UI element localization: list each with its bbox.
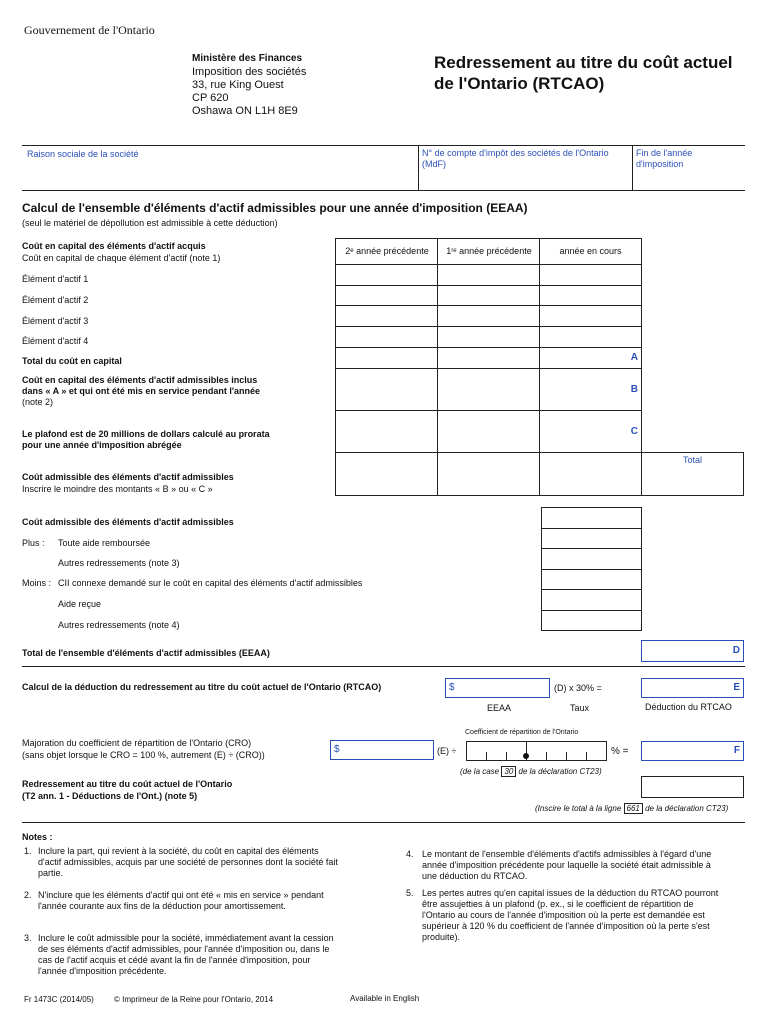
from-box-pre: (de la case (460, 767, 500, 776)
cost-subheader: Coût en capital de chaque élément d'actif (note 1) (22, 253, 221, 263)
cap-label: Le plafond est de 20 millions de dollars calculé au prorata pour une année d'imposition abrégée (22, 429, 270, 450)
col-header-2nd-prev: 2e année précédente (345, 246, 429, 256)
eeaa-caption: EEAA (487, 703, 512, 713)
plus-item: Autres redressements (note 3) (58, 558, 180, 568)
line-note-pre: (Inscire le total à la ligne (535, 804, 622, 813)
admissible-2nd-prev[interactable] (335, 452, 439, 496)
eligible-1st-prev[interactable] (437, 368, 541, 411)
ministry-address (192, 66, 306, 118)
aid-received-input[interactable] (541, 589, 642, 611)
pct-eq: % = (611, 746, 629, 757)
asset-3-1st-prev[interactable] (437, 305, 541, 327)
asset-3-2nd-prev[interactable] (335, 305, 439, 327)
plus-item: Toute aide remboursée (58, 538, 151, 548)
note-text: N'inclure que les éléments d'actif qui ont été « mis en service » pendant l'année courante aux fins de la déduction pour amortissement. (38, 890, 324, 911)
eligible-cost-label (22, 375, 262, 408)
year-end-field[interactable]: Fin de l'année d'imposition (636, 148, 693, 169)
eligible-cost-text: Coût en capital des éléments d'actif admissibles inclus dans « A » et qui ont été mis en service pendant l'année (22, 375, 261, 396)
corp-name-field[interactable]: Raison sociale de la société (27, 149, 139, 159)
asset-2-1st-prev[interactable] (437, 285, 541, 306)
plus-label: Plus : (22, 538, 45, 548)
asset-label: Élément d'actif 1 (22, 274, 89, 284)
ministry-name: Ministère des Finances (192, 53, 303, 64)
notes-title: Notes : (22, 832, 53, 842)
final-label-1: Redressement au titre du coût actuel de l'Ontario (22, 779, 233, 789)
total-cost-current[interactable] (539, 347, 642, 369)
other-adjust-plus-input[interactable] (541, 548, 642, 570)
eligible-2nd-prev[interactable] (335, 368, 439, 411)
total-cost-label: Total du coût en capital (22, 356, 122, 366)
eeaa-total-label: Total de l'ensemble d'éléments d'actif admissibles (EEAA) (22, 648, 270, 658)
deduction-input[interactable] (641, 678, 744, 698)
section-eeaa-title: Calcul de l'ensemble d'éléments d'actif admissibles pour une année d'imposition (EEAA) (22, 201, 528, 215)
cro-result-input[interactable] (641, 741, 744, 761)
note-text: Les pertes autres qu'en capital issues de la déduction du RTCAO pourront être assujetties à un plafond (p. ex., si le coefficient de répartition de l'Ontario au cours de l'année d'imposition où la perte est demandée est supérieur à 120 % du coefficient de l'année d'imposition où la perte s'est produite). (422, 888, 719, 942)
s2-admissible-label: Coût admissible des éléments d'actif admissibles (22, 517, 234, 527)
from-box-note (460, 767, 602, 776)
asset-1-1st-prev[interactable] (437, 264, 541, 286)
minus-label: Moins : (22, 578, 52, 588)
cro-label-1: Majoration du coefficient de répartition de l'Ontario (CRO) (22, 738, 252, 748)
dollar-sign: $ (449, 682, 455, 693)
admissible-current[interactable] (539, 452, 642, 496)
note-text: Le montant de l'ensemble d'éléments d'actifs admissibles à l'égard d'une année d'imposition précédente pour laquelle la société était admissible à une déduction du RTCAO. (422, 849, 712, 881)
letter-a: A (630, 352, 638, 363)
asset-4-current[interactable] (539, 326, 642, 348)
asset-label: Élément d'actif 4 (22, 336, 89, 346)
note-text: Inclure le coût admissible pour la société, immédiatement avant la cession de ses éléments d'actif admissibles, pour l'année d'imposition ou, dans le cas de l'actif acquis et cédé avant la fin de l'année d'imposition, pour l'année d'imposition précédente. (38, 933, 334, 976)
asset-label: Élément d'actif 3 (22, 316, 89, 326)
cro-label-2: (sans objet lorsque le CRO = 100 %, autrement (E) ÷ (CRO)) (22, 750, 265, 760)
cap-current[interactable] (539, 410, 642, 453)
minus-item: CII connexe demandé sur le coût en capital des éléments d'actif admissibles (58, 578, 363, 588)
note-text: Inclure la part, qui revient à la société, du coût en capital des éléments d'actif admissibles, acquis par une société de personnes dont la société fait partie. (38, 846, 338, 878)
deduction-caption: Déduction du RTCAO (645, 702, 732, 712)
from-box-number: 30 (501, 766, 516, 777)
government-name: Gouvernement de l'Ontario (24, 23, 155, 37)
line-note-number: 661 (624, 803, 643, 814)
copyright: © Imprimeur de la Reine pour l'Ontario, 2014 (114, 995, 274, 1004)
repaid-aid-input[interactable] (541, 528, 642, 549)
admissible-1st-prev[interactable] (437, 452, 541, 496)
formula-e: (E) ÷ (437, 746, 457, 756)
coef-label: Coefficient de répartition de l'Ontario (465, 729, 579, 736)
cro-amount-input[interactable] (330, 740, 434, 760)
cost-header: Coût en capital des éléments d'actif acquis (22, 241, 206, 251)
letter-e: E (733, 682, 740, 693)
cap-2nd-prev[interactable] (335, 410, 439, 453)
form-number: Fr 1473C (2014/05) (24, 995, 94, 1004)
asset-4-2nd-prev[interactable] (335, 326, 439, 348)
letter-d: D (732, 645, 740, 656)
from-box-post: de la déclaration CT23) (518, 767, 602, 776)
col-header-1st-prev: 1re année précédente (446, 246, 532, 256)
final-amount-input[interactable] (641, 776, 744, 798)
address-line: CP 620 (192, 92, 229, 104)
account-number-field[interactable]: N° de compte d'impôt des sociétés de l'Ontario (MdF) (422, 148, 609, 169)
decimal-point-icon (523, 753, 529, 759)
title-line: Redressement au titre du coût actuel (434, 53, 733, 72)
letter-b: B (630, 384, 638, 395)
final-label-2: (T2 ann. 1 - Déductions de l'Ont.) (note 5) (22, 791, 198, 801)
formula-d: (D) x 30% = (554, 683, 602, 693)
title-line: de l'Ontario (RTCAO) (434, 74, 605, 93)
asset-2-2nd-prev[interactable] (335, 285, 439, 306)
total-header: Total (682, 455, 702, 465)
asset-3-current[interactable] (539, 305, 642, 327)
note-number: 3. (24, 933, 32, 943)
line-note (535, 804, 728, 813)
letter-c: C (630, 426, 638, 437)
asset-label: Élément d'actif 2 (22, 295, 89, 305)
line-note-post: de la déclaration CT23) (645, 804, 729, 813)
cap-1st-prev[interactable] (437, 410, 541, 453)
form-title (434, 52, 733, 94)
address-line: Imposition des sociétés (192, 66, 307, 78)
eeaa-input[interactable] (445, 678, 550, 698)
eligible-cost-note: (note 2) (22, 397, 54, 407)
admissible-sublabel: Inscrire le moindre des montants « B » ou « C » (22, 484, 213, 494)
other-adjust-minus-input[interactable] (541, 610, 642, 631)
asset-4-1st-prev[interactable] (437, 326, 541, 348)
admissible-label: Coût admissible des éléments d'actif admissibles (22, 472, 234, 482)
total-cost-1st-prev[interactable] (437, 347, 541, 369)
minus-item: Autres redressements (note 4) (58, 620, 180, 630)
dollar-sign: $ (334, 744, 340, 755)
available-english-link[interactable]: Available in English (350, 994, 420, 1003)
note-number: 1. (24, 846, 32, 856)
eeaa-total-input[interactable] (641, 640, 744, 662)
eligible-current[interactable] (539, 368, 642, 411)
asset-2-current[interactable] (539, 285, 642, 306)
rate-caption: Taux (570, 703, 590, 713)
asset-1-current[interactable] (539, 264, 642, 286)
address-line: Oshawa ON L1H 8E9 (192, 105, 298, 117)
col-header-current: année en cours (559, 246, 622, 256)
note-number: 4. (406, 849, 414, 859)
note-number: 2. (24, 890, 32, 900)
letter-f: F (733, 745, 740, 756)
coef-input[interactable] (466, 741, 607, 761)
asset-1-2nd-prev[interactable] (335, 264, 439, 286)
minus-item: Aide reçue (58, 599, 102, 609)
section-eeaa-subtitle: (seul le matériel de dépollution est admissible à cette déduction) (22, 218, 278, 228)
note-number: 5. (406, 888, 414, 898)
s2-admissible-input[interactable] (541, 507, 642, 529)
calc-title: Calcul de la déduction du redressement au titre du coût actuel de l'Ontario (RTCAO) (22, 682, 382, 692)
cii-input[interactable] (541, 569, 642, 590)
total-cost-2nd-prev[interactable] (335, 347, 439, 369)
address-line: 33, rue King Ouest (192, 79, 284, 91)
